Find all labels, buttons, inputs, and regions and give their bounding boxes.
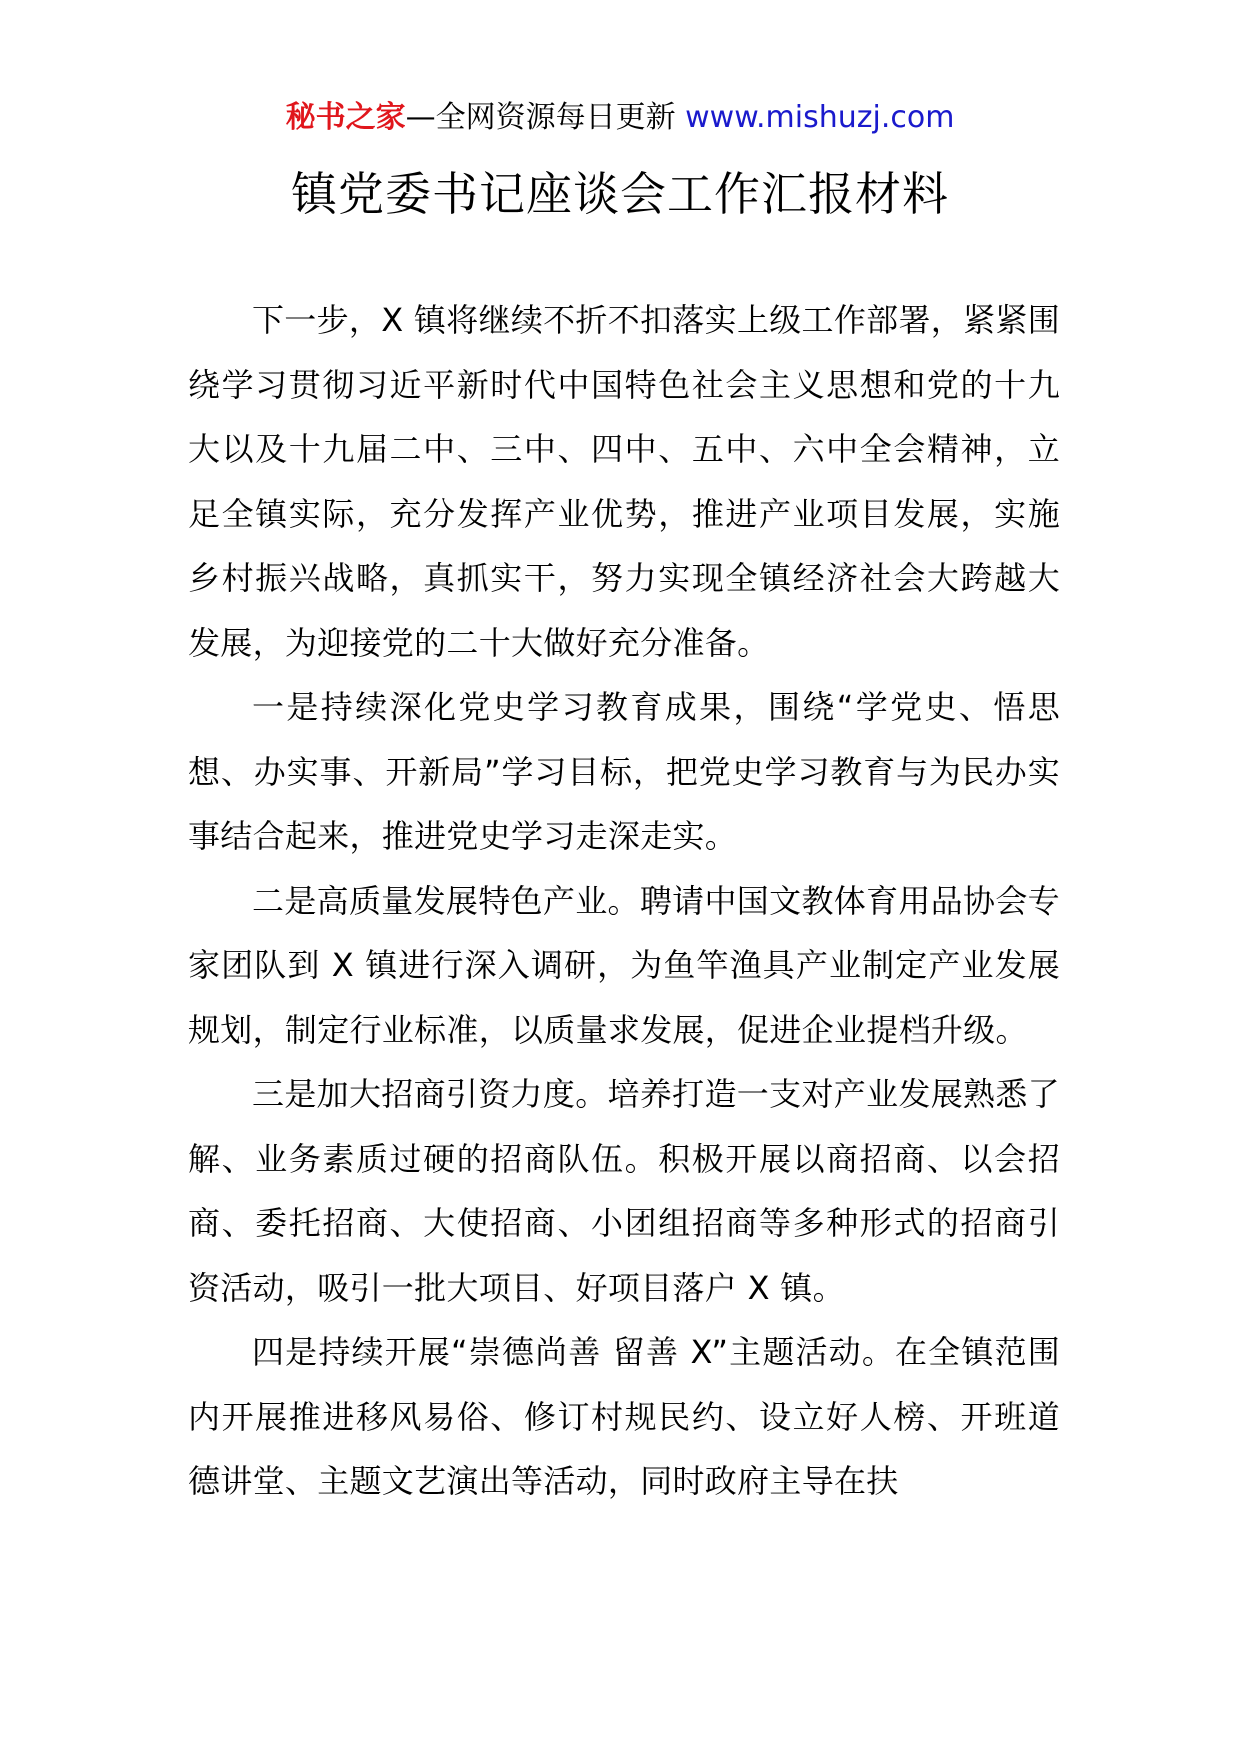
paragraph-virtue-campaign: 四是持续开展“崇德尚善 留善 X”主题活动。在全镇范围内开展推进移风易俗、修订村规民约、设立好人榜、开班道德讲堂、主题文艺演出等活动，同时政府主导在扶 xyxy=(188,1333,1060,1500)
paragraph-industry: 二是高质量发展特色产业。聘请中国文教体育用品协会专家团队到 X 镇进行深入调研，为鱼竿渔具产业制定产业发展规划，制定行业标准，以质量求发展，促进企业提档升级。 xyxy=(188,881,1060,1049)
header-tagline: —全网资源每日更新 xyxy=(405,100,686,135)
document-body xyxy=(188,288,1060,1514)
paragraph-investment: 三是加大招商引资力度。培养打造一支对产业发展熟悉了解、业务素质过硬的招商队伍。积极开展以商招商、以会招商、委托招商、大使招商、小团组招商等多种形式的招商引资活动，吸引一批大项目、好项目落户 X 镇。 xyxy=(188,1075,1060,1307)
brand-name: 秘书之家 xyxy=(285,100,406,135)
paragraph-next-steps: 下一步，X 镇将继续不折不扣落实上级工作部署，紧紧围绕学习贯彻习近平新时代中国特色社会主义思想和党的十九大以及十九届二中、三中、四中、五中、六中全会精神，立足全镇实际，充分发挥产业优势，推进产业项目发展，实施乡村振兴战略，真抓实干，努力实现全镇经济社会大跨越大发展，为迎接党的二十大做好充分准备。 xyxy=(188,301,1060,662)
site-header xyxy=(0,98,1240,138)
paragraph-party-history: 一是持续深化党史学习教育成果，围绕“学党史、悟思想、办实事、开新局”学习目标，把党史学习教育与为民办实事结合起来，推进党史学习走深走实。 xyxy=(188,688,1060,855)
document-title: 镇党委书记座谈会工作汇报材料 xyxy=(291,167,949,221)
site-url-link[interactable]: www.mishuzj.com xyxy=(685,100,955,135)
